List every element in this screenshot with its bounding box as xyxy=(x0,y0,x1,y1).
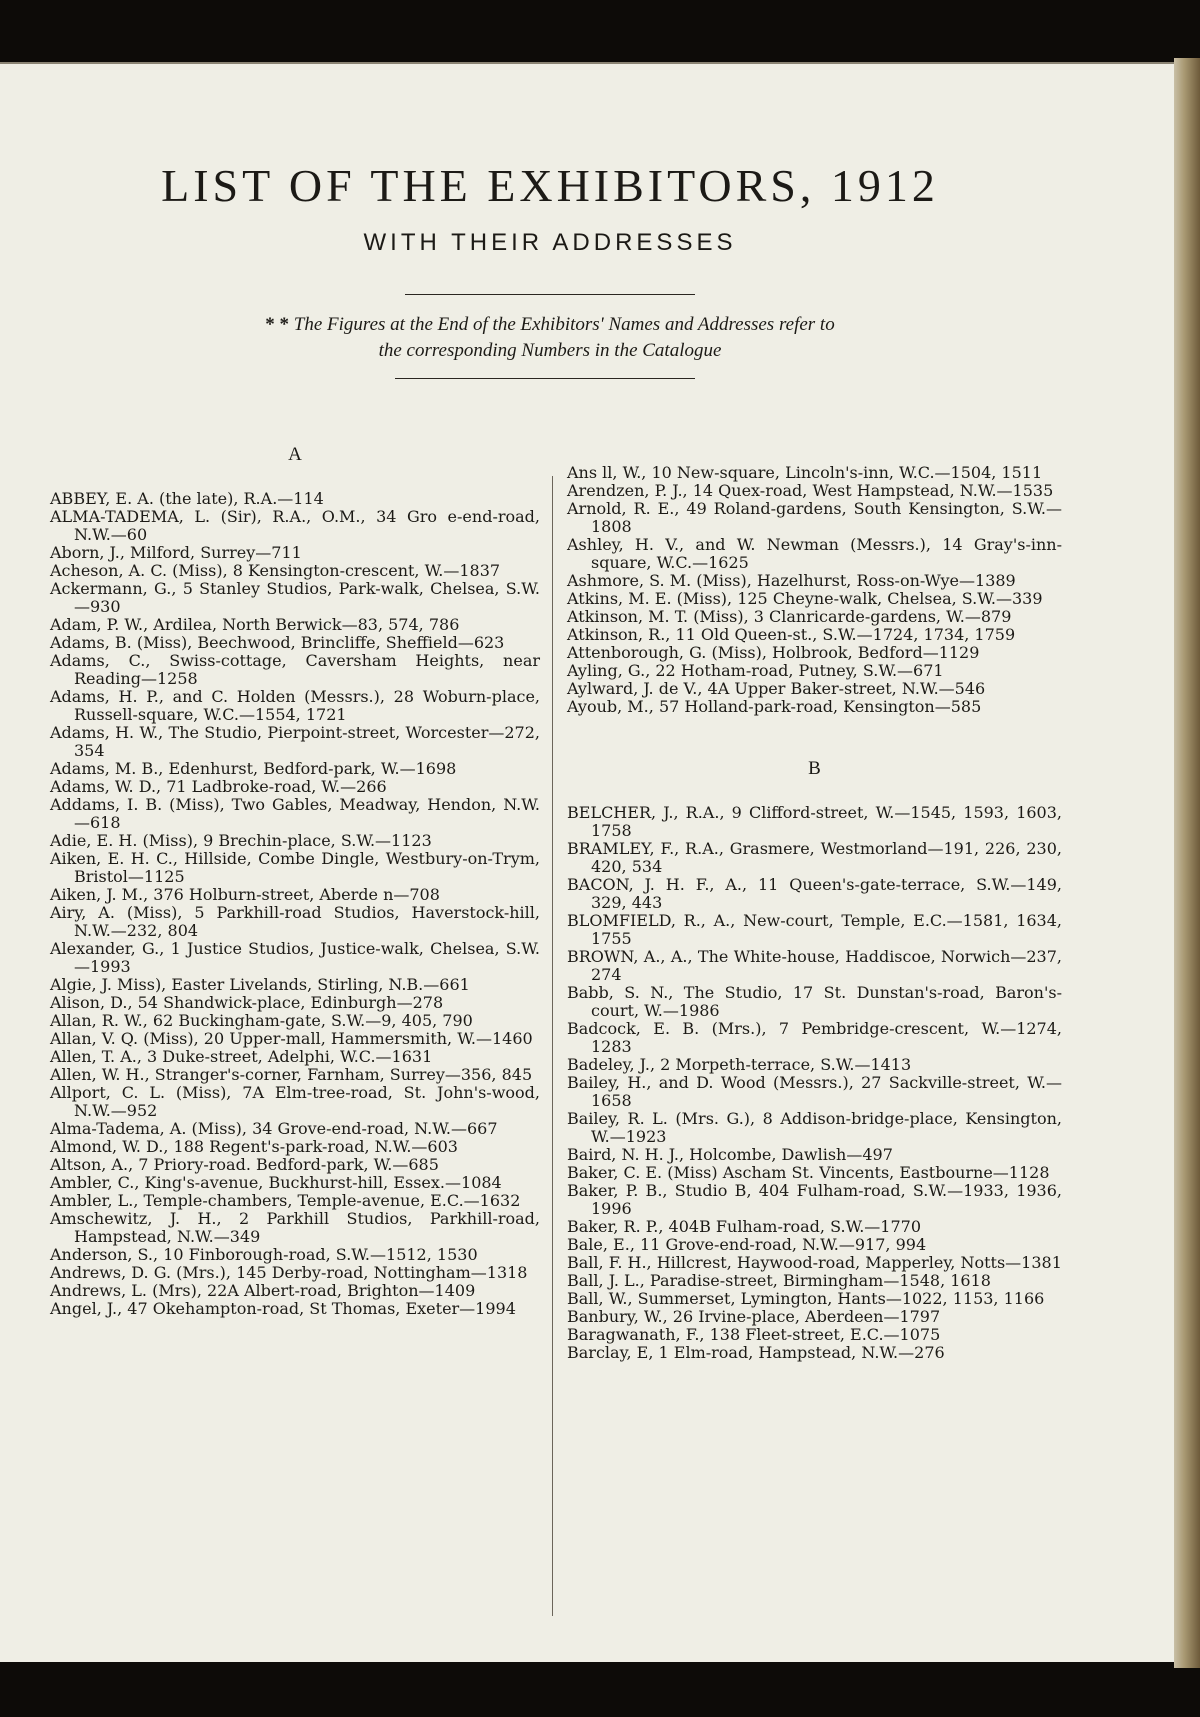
exhibitor-entry: Acheson, A. C. (Miss), 8 Kensington-crescent, W.—1837 xyxy=(50,561,501,580)
exhibitor-entry: Allport, C. L. (Miss), 7A Elm-tree-road, St. John's-wood, N.W.—952 xyxy=(50,1083,540,1120)
exhibitor-entry: BELCHER, J., R.A., 9 Clifford-street, W.—1545, 1593, 1603, 1758 xyxy=(567,803,1062,840)
bottom-rule xyxy=(395,378,695,379)
exhibitor-entry: ALMA-TADEMA, L. (Sir), R.A., O.M., 34 Gro e-end-road, N.W.—60 xyxy=(50,507,540,544)
exhibitor-entry: Baird, N. H. J., Holcombe, Dawlish—497 xyxy=(567,1145,893,1164)
exhibitor-entry: ABBEY, E. A. (the late), R.A.—114 xyxy=(50,489,324,508)
exhibitor-entry: Arendzen, P. J., 14 Quex-road, West Hampstead, N.W.—1535 xyxy=(567,481,1054,500)
exhibitor-entry: Adams, H. W., The Studio, Pierpoint-street, Worcester—272, 354 xyxy=(50,723,540,760)
exhibitor-entry: Baker, P. B., Studio B, 404 Fulham-road, S.W.—1933, 1936, 1996 xyxy=(567,1181,1062,1218)
exhibitor-entry: Ans ll, W., 10 New-square, Lincoln's-inn, W.C.—1504, 1511 xyxy=(567,463,1043,482)
exhibitor-list-a-left xyxy=(50,490,540,1318)
page-subtitle: WITH THEIR ADDRESSES xyxy=(363,229,737,256)
exhibitor-entry: BACON, J. H. F., A., 11 Queen's-gate-terrace, S.W.—149, 329, 443 xyxy=(567,875,1062,912)
right-column xyxy=(567,464,1062,1362)
exhibitor-entry: Arnold, R. E., 49 Roland-gardens, South Kensington, S.W.—1808 xyxy=(567,499,1062,536)
exhibitor-list-b xyxy=(567,804,1062,1362)
exhibitor-entry: Atkins, M. E. (Miss), 125 Cheyne-walk, Chelsea, S.W.—339 xyxy=(567,589,1043,608)
exhibitor-entry: Alexander, G., 1 Justice Studios, Justice-walk, Chelsea, S.W.—1993 xyxy=(50,939,540,976)
exhibitor-entry: Atkinson, M. T. (Miss), 3 Clanricarde-gardens, W.—879 xyxy=(567,607,1012,626)
exhibitor-entry: Amschewitz, J. H., 2 Parkhill Studios, Parkhill-road, Hampstead, N.W.—349 xyxy=(50,1209,540,1246)
exhibitor-entry: Adams, H. P., and C. Holden (Messrs.), 28 Woburn-place, Russell-square, W.C.—1554, 1721 xyxy=(50,687,540,724)
exhibitor-entry: Andrews, L. (Mrs), 22A Albert-road, Brighton—1409 xyxy=(50,1281,476,1300)
exhibitor-entry: Adams, M. B., Edenhurst, Bedford-park, W.—1698 xyxy=(50,759,457,778)
exhibitor-entry: Adam, P. W., Ardilea, North Berwick—83, 574, 786 xyxy=(50,615,460,634)
exhibitor-entry: Adams, C., Swiss-cottage, Caversham Heights, near Reading—1258 xyxy=(50,651,540,688)
exhibitor-entry: BRAMLEY, F., R.A., Grasmere, Westmorland—191, 226, 230, 420, 534 xyxy=(567,839,1062,876)
exhibitor-entry: Ball, J. L., Paradise-street, Birmingham—1548, 1618 xyxy=(567,1271,991,1290)
exhibitor-entry: Attenborough, G. (Miss), Holbrook, Bedford—1129 xyxy=(567,643,980,662)
exhibitor-entry: Banbury, W., 26 Irvine-place, Aberdeen—1797 xyxy=(567,1307,941,1326)
note-line-1: The Figures at the End of the Exhibitors' Names and Addresses refer to xyxy=(293,314,835,335)
exhibitor-entry: Badcock, E. B. (Mrs.), 7 Pembridge-crescent, W.—1274, 1283 xyxy=(567,1019,1062,1056)
column-divider xyxy=(552,476,553,1616)
exhibitor-entry: Ambler, C., King's-avenue, Buckhurst-hill, Essex.—1084 xyxy=(50,1173,502,1192)
exhibitor-entry: Almond, W. D., 188 Regent's-park-road, N.W.—603 xyxy=(50,1137,458,1156)
exhibitor-entry: Ackermann, G., 5 Stanley Studios, Park-walk, Chelsea, S.W.—930 xyxy=(50,579,540,616)
exhibitor-entry: Baragwanath, F., 138 Fleet-street, E.C.—1075 xyxy=(567,1325,941,1344)
exhibitor-entry: Ashley, H. V., and W. Newman (Messrs.), 14 Gray's-inn-square, W.C.—1625 xyxy=(567,535,1062,572)
exhibitor-entry: Ball, F. H., Hillcrest, Haywood-road, Mapperley, Notts—1381 xyxy=(567,1253,1062,1272)
exhibitor-entry: Aylward, J. de V., 4A Upper Baker-street, N.W.—546 xyxy=(567,679,986,698)
exhibitor-entry: Badeley, J., 2 Morpeth-terrace, S.W.—1413 xyxy=(567,1055,912,1074)
exhibitor-entry: Atkinson, R., 11 Old Queen-st., S.W.—1724, 1734, 1759 xyxy=(567,625,1016,644)
note-line-2: the corresponding Numbers in the Catalogue xyxy=(378,340,722,361)
exhibitor-entry: Aiken, E. H. C., Hillside, Combe Dingle, Westbury-on-Trym, Bristol—1125 xyxy=(50,849,540,886)
exhibitor-entry: Andrews, D. G. (Mrs.), 145 Derby-road, Nottingham—1318 xyxy=(50,1263,528,1282)
exhibitor-entry: Aborn, J., Milford, Surrey—711 xyxy=(50,543,302,562)
exhibitor-entry: Bale, E., 11 Grove-end-road, N.W.—917, 994 xyxy=(567,1235,927,1254)
exhibitor-entry: Allen, W. H., Stranger's-corner, Farnham, Surrey—356, 845 xyxy=(50,1065,533,1084)
exhibitor-entry: Ball, W., Summerset, Lymington, Hants—1022, 1153, 1166 xyxy=(567,1289,1045,1308)
exhibitor-entry: Airy, A. (Miss), 5 Parkhill-road Studios, Haverstock-hill, N.W.—232, 804 xyxy=(50,903,540,940)
exhibitor-entry: Anderson, S., 10 Finborough-road, S.W.—1512, 1530 xyxy=(50,1245,478,1264)
exhibitor-entry: Ashmore, S. M. (Miss), Hazelhurst, Ross-on-Wye—1389 xyxy=(567,571,1016,590)
book-page xyxy=(0,62,1182,1662)
exhibitor-list-a-right xyxy=(567,464,1062,716)
exhibitor-entry: Algie, J. Miss), Easter Livelands, Stirling, N.B.—661 xyxy=(50,975,470,994)
exhibitor-entry: Adams, W. D., 71 Ladbroke-road, W.—266 xyxy=(50,777,387,796)
top-rule xyxy=(405,294,695,295)
exhibitor-entry: Allen, T. A., 3 Duke-street, Adelphi, W.C.—1631 xyxy=(50,1047,433,1066)
exhibitor-entry: Addams, I. B. (Miss), Two Gables, Meadway, Hendon, N.W.—618 xyxy=(50,795,540,832)
exhibitor-entry: Bailey, H., and D. Wood (Messrs.), 27 Sackville-street, W.—1658 xyxy=(567,1073,1062,1110)
catalogue-note xyxy=(120,312,980,364)
section-letter-a: A xyxy=(288,444,302,465)
exhibitor-entry: Adams, B. (Miss), Beechwood, Brincliffe, Sheffield—623 xyxy=(50,633,505,652)
exhibitor-entry: Babb, S. N., The Studio, 17 St. Dunstan's-road, Baron's-court, W.—1986 xyxy=(567,983,1062,1020)
page-title: LIST OF THE EXHIBITORS, 1912 xyxy=(161,160,939,211)
exhibitor-entry: Barclay, E, 1 Elm-road, Hampstead, N.W.—276 xyxy=(567,1343,945,1362)
exhibitor-entry: Bailey, R. L. (Mrs. G.), 8 Addison-bridge-place, Kensington, W.—1923 xyxy=(567,1109,1062,1146)
exhibitor-entry: Ayling, G., 22 Hotham-road, Putney, S.W.—671 xyxy=(567,661,944,680)
exhibitor-entry: BROWN, A., A., The White-house, Haddiscoe, Norwich—237, 274 xyxy=(567,947,1062,984)
exhibitor-entry: Ambler, L., Temple-chambers, Temple-avenue, E.C.—1632 xyxy=(50,1191,521,1210)
exhibitor-entry: Angel, J., 47 Okehampton-road, St Thomas, Exeter—1994 xyxy=(50,1299,516,1318)
exhibitor-entry: Ayoub, M., 57 Holland-park-road, Kensington—585 xyxy=(567,697,982,716)
section-letter-b: B xyxy=(808,758,821,779)
exhibitor-entry: BLOMFIELD, R., A., New-court, Temple, E.C.—1581, 1634, 1755 xyxy=(567,911,1062,948)
note-marker: * * xyxy=(265,314,290,335)
exhibitor-entry: Adie, E. H. (Miss), 9 Brechin-place, S.W.—1123 xyxy=(50,831,432,850)
exhibitor-entry: Altson, A., 7 Priory-road. Bedford-park, W.—685 xyxy=(50,1155,439,1174)
exhibitor-entry: Baker, R. P., 404B Fulham-road, S.W.—1770 xyxy=(567,1217,922,1236)
exhibitor-entry: Alma-Tadema, A. (Miss), 34 Grove-end-road, N.W.—667 xyxy=(50,1119,498,1138)
exhibitor-entry: Baker, C. E. (Miss) Ascham St. Vincents, Eastbourne—1128 xyxy=(567,1163,1050,1182)
left-column xyxy=(50,446,540,1318)
exhibitor-entry: Aiken, J. M., 376 Holburn-street, Aberde n—708 xyxy=(50,885,440,904)
exhibitor-entry: Alison, D., 54 Shandwick-place, Edinburgh—278 xyxy=(50,993,444,1012)
exhibitor-entry: Allan, V. Q. (Miss), 20 Upper-mall, Hammersmith, W.—1460 xyxy=(50,1029,533,1048)
exhibitor-entry: Allan, R. W., 62 Buckingham-gate, S.W.—9, 405, 790 xyxy=(50,1011,473,1030)
book-spine-edge xyxy=(1174,58,1200,1668)
